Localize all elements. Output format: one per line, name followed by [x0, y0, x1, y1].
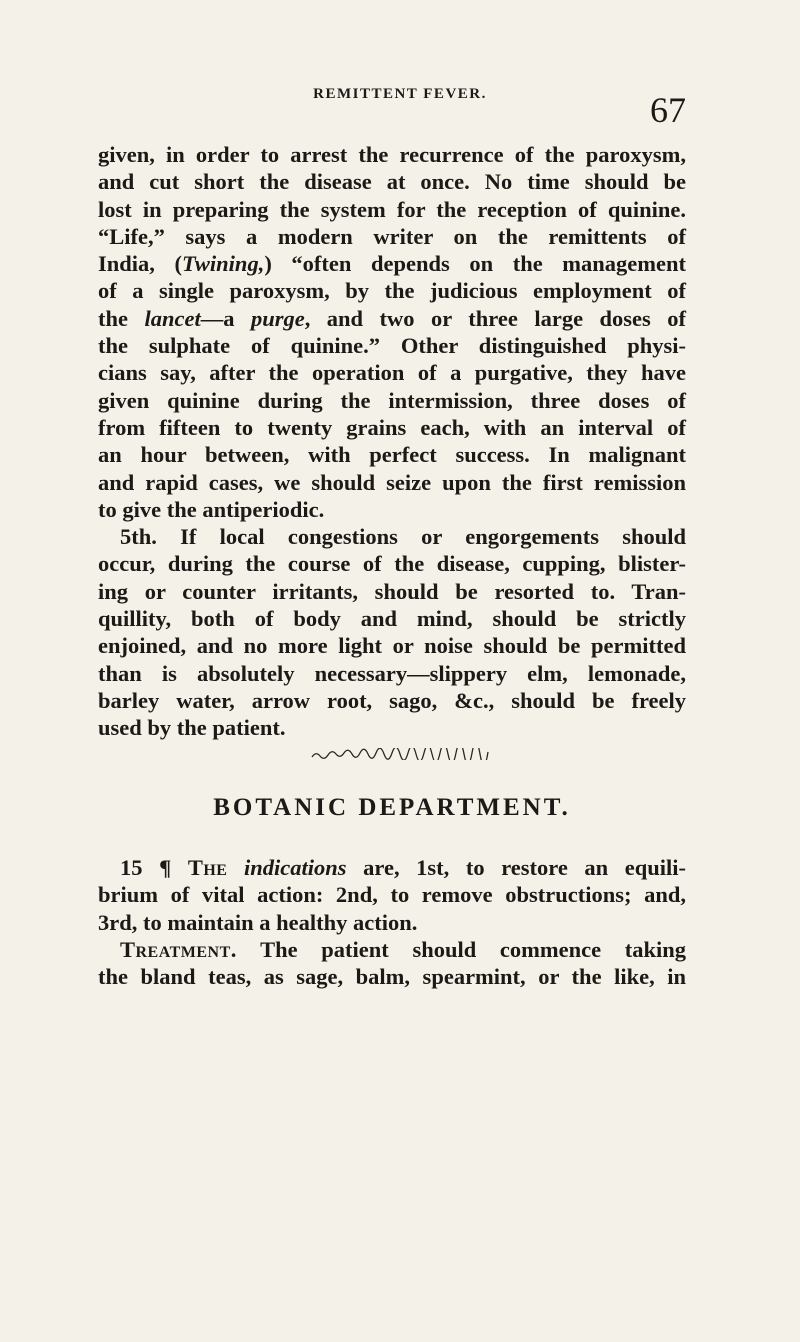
- text-line: given, in order to arrest the recurrence of the paroxysm,: [98, 142, 686, 167]
- text-line: quillity, both of body and mind, should be strictly: [98, 606, 686, 632]
- text-line: from fifteen to twenty grains each, with an interval of: [98, 414, 686, 440]
- text-line-twining: [98, 250, 686, 277]
- text-line: the sulphate of quinine.” Other distinguished physi-: [98, 333, 686, 359]
- text-line-treatment: [98, 936, 686, 963]
- text-segment: the: [98, 305, 145, 331]
- text-line-lancet: [98, 305, 686, 332]
- text-line: cians say, after the operation of a purgative, they have: [98, 360, 686, 386]
- text-line: the bland teas, as sage, balm, spearmint, or the like, in: [98, 964, 686, 990]
- running-title: REMITTENT FEVER.: [313, 86, 487, 102]
- text-line: ing or counter irritants, should be resorted to. Tran-: [98, 578, 686, 604]
- text-line: barley water, arrow root, sago, &c., should be freely: [98, 687, 686, 713]
- text-segment: ) “often depends on the management: [264, 251, 687, 277]
- text-segment: —a: [200, 305, 251, 331]
- text-line: an hour between, with perfect success. In malignant: [98, 442, 686, 468]
- text-segment: The patient should commence taking: [236, 936, 686, 962]
- section-heading: BOTANIC DEPARTMENT.: [213, 794, 571, 821]
- paragraph-number: 15 ¶: [120, 855, 188, 880]
- italic-purge: purge: [250, 305, 305, 331]
- text-segment: , and two or three large doses of: [304, 305, 686, 331]
- small-caps-treatment: Treatment.: [120, 936, 237, 962]
- italic-lancet: lancet: [144, 305, 201, 331]
- text-line: to give the antiperiodic.: [98, 496, 325, 522]
- italic-indications: indications: [244, 855, 347, 880]
- text-line: of a single paroxysm, by the judicious employment of: [98, 278, 686, 304]
- text-segment: India, (: [98, 251, 182, 277]
- text-line: brium of vital action: 2nd, to remove obstructions; and,: [98, 882, 686, 908]
- text-line: than is absolutely necessary—slippery elm, lemonade,: [98, 660, 686, 686]
- text-segment: are, 1st, to restore an equili-: [346, 855, 687, 880]
- text-line: given quinine during the intermission, three doses of: [98, 387, 686, 413]
- text-line: 3rd, to maintain a healthy action.: [98, 909, 418, 935]
- italic-twining: Twining,: [182, 251, 265, 277]
- small-caps-the: The: [187, 855, 228, 880]
- text-line-indications: [98, 854, 686, 881]
- wavy-rule-ornament: [310, 748, 490, 760]
- text-line: and rapid cases, we should seize upon the first remission: [98, 469, 686, 495]
- text-line: enjoined, and no more light or noise should be permitted: [98, 633, 686, 659]
- text-line: occur, during the course of the disease, cupping, blister-: [98, 551, 686, 577]
- text-line: lost in preparing the system for the reception of quinine.: [98, 196, 686, 222]
- text-line: 5th. If local congestions or engorgements should: [120, 524, 686, 550]
- page-number: 67: [650, 90, 686, 130]
- text-line: “Life,” says a modern writer on the remittents of: [98, 223, 686, 249]
- text-line: and cut short the disease at once. No time should be: [98, 169, 686, 195]
- text-line: used by the patient.: [98, 715, 286, 741]
- botanic-text-block: [98, 854, 686, 990]
- main-text-block: [98, 141, 686, 742]
